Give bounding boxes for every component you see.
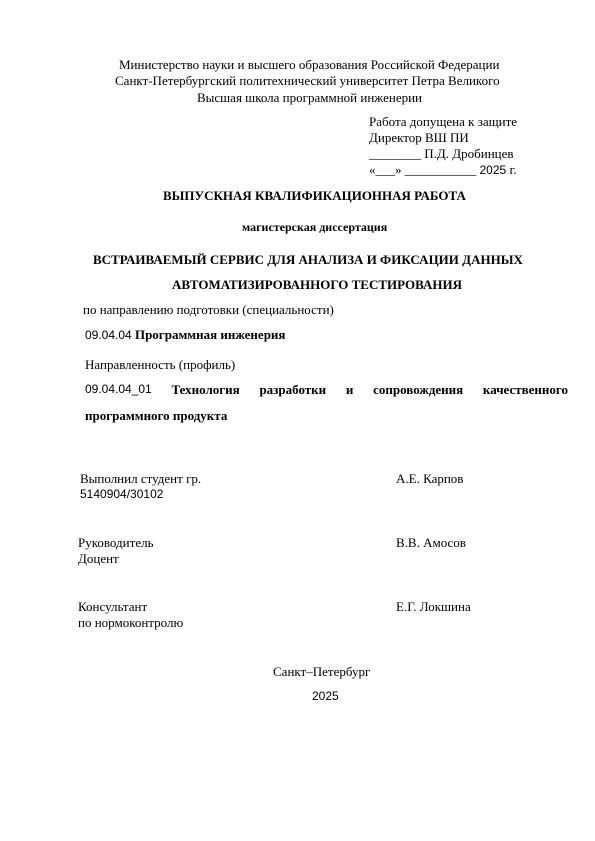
date-year-suffix: г. [509, 162, 517, 177]
student-group: 5140904/30102 [80, 487, 164, 501]
footer-city: Санкт–Петербург [273, 664, 371, 679]
sign-blank: ________ [369, 146, 421, 161]
student-label: Выполнил студент гр. [80, 471, 202, 486]
supervisor-name: В.В. Амосов [396, 535, 466, 550]
approval-line2: Директор ВШ ПИ [369, 130, 469, 145]
director-name: П.Д. Дробинцев [424, 146, 514, 161]
work-title-line2: АВТОМАТИЗИРОВАННОГО ТЕСТИРОВАНИЯ [172, 277, 462, 292]
profile-label: Направленность (профиль) [85, 357, 236, 372]
work-type: ВЫПУСКНАЯ КВАЛИФИКАЦИОННАЯ РАБОТА [163, 188, 466, 203]
approval-date-line [369, 162, 517, 178]
profile-line2: программного продукта [85, 408, 228, 423]
profile-word-2: разработки [259, 382, 327, 397]
profile-word-4: сопровождения [373, 382, 464, 397]
ministry-line: Министерство науки и высшего образования Российской Федерации [119, 57, 500, 72]
footer-year: 2025 [312, 689, 339, 703]
date-month-blank: ___________ [404, 162, 477, 177]
direction-code: 09.04.04 [85, 328, 132, 342]
work-subtype: магистерская диссертация [242, 220, 388, 234]
date-close-quote: » [395, 162, 402, 177]
consultant-label: Консультант [78, 599, 148, 614]
profile-code: 09.04.04_01 [85, 382, 152, 396]
direction-line [85, 327, 285, 343]
date-day-blank: ___ [375, 162, 395, 177]
profile-word-1: Технология [171, 382, 240, 397]
profile-line1 [85, 382, 568, 398]
student-name: А.Е. Карпов [396, 471, 464, 486]
approval-line1: Работа допущена к защите [369, 114, 518, 129]
consultant-detail: по нормоконтролю [78, 615, 184, 630]
direction-name: Программная инженерия [134, 327, 286, 342]
profile-word-3: и [345, 382, 354, 397]
consultant-name: Е.Г. Локшина [396, 599, 471, 614]
direction-label: по направлению подготовки (специальности) [83, 302, 334, 317]
profile-word-5: качественного [482, 382, 568, 397]
supervisor-position: Доцент [78, 551, 119, 566]
date-year: 2025 [479, 163, 507, 177]
school-line: Высшая школа программной инженерии [197, 90, 422, 105]
date-open-quote: « [369, 162, 376, 177]
university-line: Санкт-Петербургский политехнический университет Петра Великого [115, 73, 500, 88]
approval-sign-line [369, 146, 514, 162]
work-title-line1: ВСТРАИВАЕМЫЙ СЕРВИС ДЛЯ АНАЛИЗА И ФИКСАЦИИ ДАННЫХ [93, 252, 523, 267]
supervisor-label: Руководитель [78, 535, 154, 550]
